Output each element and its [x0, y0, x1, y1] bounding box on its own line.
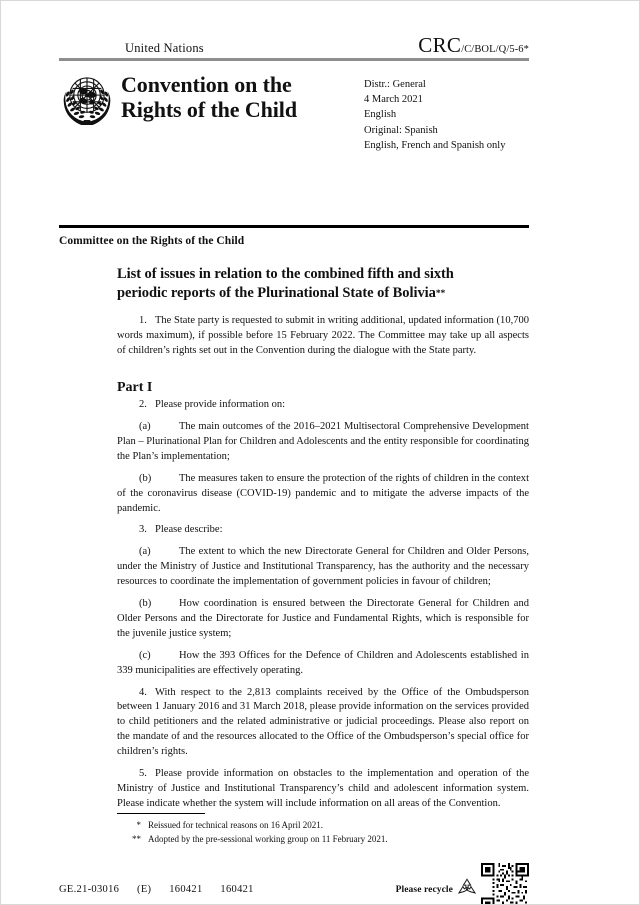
footnote-marker: *	[136, 820, 141, 830]
paragraph-text: With respect to the 2,813 complaints received by the Office of the Ombudsperson between 1 January 2016 and 31 March 2018, please provide information on the services provided to child petitioners and the related administrative or judicial proceedings. Please also report on the mandate of and the resources allocated to the Office of the Ombudsperson’s special office for children’s rights.	[117, 686, 529, 758]
page-title-line-1: List of issues in relation to the combined fifth and sixth	[117, 266, 454, 283]
job-number: GE.21-03016	[59, 884, 120, 895]
paragraph-4	[117, 686, 529, 761]
paragraph-number: 4.	[139, 686, 147, 698]
paragraph-text: The State party is requested to submit in writing additional, updated information (10,700 words maximum), if possible before 15 February 2022. The Committee may take up all aspects of children’s rights set out in the Convention during the dialogue with the State party.	[117, 315, 529, 357]
paragraph-3	[117, 523, 529, 538]
subparagraph-marker: (a)	[139, 546, 151, 558]
qr-code-icon	[481, 863, 529, 905]
treaty-title	[121, 71, 360, 123]
subparagraph-marker: (c)	[139, 649, 151, 661]
paragraph-text: Please describe:	[155, 524, 223, 536]
date-code-1: 160421	[169, 884, 203, 895]
distribution-block	[360, 71, 529, 153]
paragraph-number: 1.	[139, 315, 147, 327]
paragraph-text: Please provide information on:	[155, 399, 286, 411]
masthead-top-row	[59, 1, 529, 58]
recycle-label: Please recycle	[395, 884, 453, 895]
language-code: (E)	[137, 884, 152, 895]
distribution-language: English	[364, 109, 397, 121]
footnote-marker: **	[132, 833, 141, 844]
document-symbol	[418, 35, 529, 56]
paragraph-5	[117, 767, 529, 812]
recycle-icon	[456, 877, 478, 902]
document-symbol-main: CRC	[418, 33, 462, 57]
page-title-line-2: periodic reports of the Plurinational State of Bolivia	[117, 285, 436, 302]
paragraph-3c	[117, 649, 529, 679]
paragraph-1	[117, 314, 529, 359]
distribution-languages-only: English, French and Spanish only	[364, 139, 506, 151]
subparagraph-marker: (a)	[139, 420, 151, 432]
document-body	[59, 247, 529, 812]
distribution-date: 4 March 2021	[364, 94, 423, 106]
date-code-2: 160421	[220, 884, 254, 895]
recycle-group	[396, 863, 529, 905]
title-footnote-marker: **	[435, 289, 446, 300]
paragraph-2b	[117, 472, 529, 517]
paragraph-number: 5.	[139, 768, 147, 780]
page-footer	[59, 863, 529, 905]
page-title	[117, 265, 529, 303]
committee-name: Committee on the Rights of the Child	[59, 235, 245, 248]
subparagraph-marker: (b)	[139, 472, 152, 484]
distribution-line: Distr.: General	[364, 79, 426, 90]
subparagraph-text: The main outcomes of the 2016–2021 Multisectoral Comprehensive Development Plan – Plurinational Plan for Children and Adolescents and the entity responsible for coordinating the Plan’s implementation;	[117, 420, 529, 462]
document-symbol-suffix: /C/BOL/Q/5-6*	[461, 44, 529, 55]
subparagraph-marker: (b)	[139, 598, 152, 610]
footnote-1	[117, 819, 529, 833]
subparagraph-text: The extent to which the new Directorate General for Children and Older Persons, under the Ministry of Justice and Institutional Transparency, has the authority and the necessary resources to coordinate the implementation of government policies in favour of children;	[117, 546, 529, 588]
paragraph-text: Please provide information on obstacles to the implementation and operation of the Ministry of Justice and Institutional Transparency’s child and adolescent information system. Please indicate whether the system will include information on all areas of the Convention.	[117, 768, 529, 809]
treaty-title-line-2: Rights of the Child	[121, 96, 297, 122]
paragraph-3a	[117, 545, 529, 590]
un-emblem-icon	[59, 71, 121, 125]
footnote-text: Adopted by the pre-sessional working group on 11 February 2021.	[148, 833, 388, 844]
masthead-body-row	[59, 61, 529, 153]
subparagraph-text: How the 393 Offices for the Defence of Children and Adolescents established in 339 municipalities are effectively operating.	[117, 649, 529, 676]
treaty-title-line-1: Convention on the	[121, 72, 292, 97]
footnote-separator-rule	[117, 813, 205, 814]
part-heading: Part I	[117, 380, 153, 396]
distribution-original: Original: Spanish	[364, 124, 438, 136]
footnote-text: Reissued for technical reasons on 16 April 2021.	[148, 820, 323, 830]
subparagraph-text: The measures taken to ensure the protection of the rights of children in the context of the coronavirus disease (COVID-19) pandemic and to mitigate the adverse impacts of the pandemic.	[117, 472, 529, 514]
page-content	[59, 1, 529, 819]
subparagraph-text: How coordination is ensured between the Directorate General for Children and Older Persons and the Directorate for Justice and Fundamental Rights, which is responsible for the juvenile justice system;	[117, 598, 529, 639]
paragraph-3b	[117, 597, 529, 642]
paragraph-number: 2.	[139, 399, 147, 411]
paragraph-2a	[117, 420, 529, 465]
footnote-2	[117, 833, 529, 847]
job-number-line	[59, 884, 254, 895]
footnote-block	[117, 813, 529, 846]
paragraph-number: 3.	[139, 524, 147, 536]
paragraph-2	[117, 398, 529, 413]
organization-name: United Nations	[125, 41, 204, 56]
